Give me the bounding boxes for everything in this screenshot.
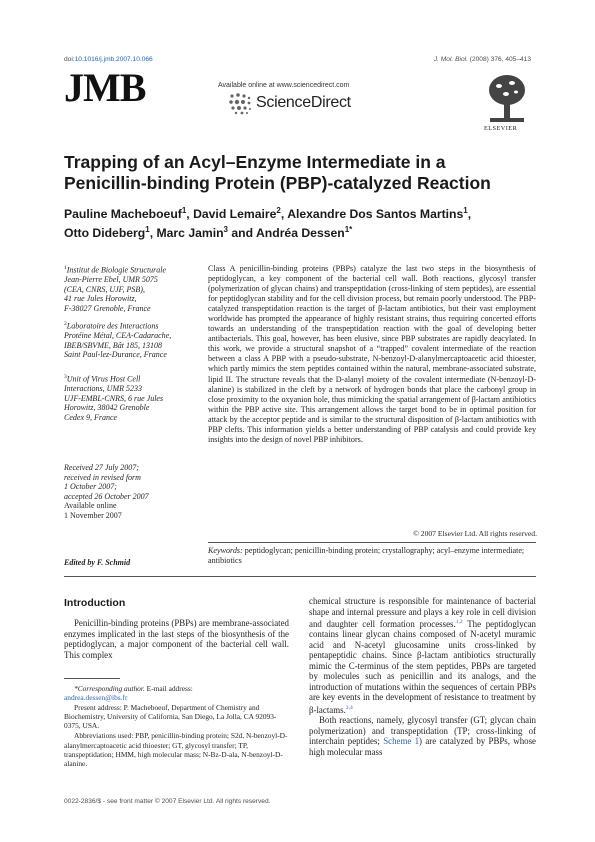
author-name: Alexandre Dos Santos Martins — [287, 207, 464, 222]
author-separator: , — [280, 207, 288, 222]
article-history — [64, 463, 200, 521]
jmb-logo: JMB — [64, 65, 146, 110]
author-affiliation-marker: 1* — [344, 225, 353, 235]
affiliation-line: Laboratoire des Interactions — [66, 321, 159, 331]
author-affiliation-marker: 3 — [223, 225, 228, 235]
available-online-date: 1 November 2007 — [64, 510, 122, 520]
affiliation-line: Unit of Virus Host Cell — [66, 374, 141, 384]
author-separator: , — [186, 207, 194, 222]
affiliation-line: UJF-EMBL-CNRS, 6 rue Jules — [64, 393, 164, 403]
introduction-heading: Introduction — [64, 597, 126, 609]
introduction-right-text — [309, 596, 536, 757]
section-divider — [64, 576, 536, 577]
accepted-date: accepted 26 October 2007 — [64, 491, 149, 501]
article-title-line-1: Trapping of an Acyl–Enzyme Intermediate in a — [64, 152, 446, 172]
affiliation-line: Protéine Métal, CEA-Cadarache, — [64, 331, 172, 341]
journal-citation: (2008) 376, 405–413 — [469, 56, 531, 63]
citation-link[interactable]: 1,2 — [455, 619, 463, 625]
corresponding-author-footnote — [64, 684, 289, 702]
available-online-label: Available online — [64, 501, 117, 511]
affiliation-line: (CEA, CNRS, UJF, PSB), — [64, 284, 145, 294]
affiliation-marker: 1 — [64, 265, 67, 271]
journal-reference — [434, 56, 531, 63]
received-date: Received 27 July 2007; — [64, 463, 139, 472]
doi-line — [64, 56, 153, 63]
front-matter-line: 0022-2836/$ - see front matter © 2007 Elsevier Ltd. All rights reserved. — [64, 798, 271, 805]
keywords-list: peptidoglycan; penicillin-binding protein; crystallography; acyl–enzyme intermediate; antibiotics — [208, 546, 525, 565]
scheme-link[interactable]: Scheme 1 — [383, 736, 420, 747]
sciencedirect-logo — [228, 92, 398, 118]
affiliation-2 — [64, 320, 200, 360]
paragraph-text: chemical structure is responsible for maintenance of bacterial shape and internal pressure and plays a key role in cell division and daughter cell formation processes. — [309, 596, 536, 629]
affiliation-line: IBEB/SBVME, Bât 185, 13108 — [64, 340, 162, 350]
affiliation-marker: 2 — [64, 321, 67, 327]
author-affiliation-marker: 1 — [145, 225, 150, 235]
edited-by: Edited by F. Schmid — [64, 558, 131, 567]
affiliation-line: F-38027 Grenoble, France — [64, 304, 151, 314]
elsevier-wordmark: ELSEVIER — [484, 125, 518, 132]
abstract-divider — [208, 542, 536, 543]
affiliation-1 — [64, 264, 200, 314]
author-affiliation-marker: 1 — [463, 206, 468, 215]
available-online-text: Available online at www.sciencedirect.com — [218, 82, 350, 89]
author-affiliation-marker: 2 — [276, 206, 281, 215]
author-email-link[interactable]: andrea.dessen@ibs.fr — [64, 693, 128, 703]
author-name: Pauline Macheboeuf — [64, 207, 182, 222]
journal-name: J. Mol. Biol. — [433, 56, 468, 63]
elsevier-tree-icon — [484, 70, 530, 130]
abbreviations-footnote: Abbreviations used: PBP, penicillin-binding protein; S2d, N-benzoyl-D-alanylmercaptoacetic acid thioester; GT, glycosyl transfer; TP, transpeptidation; HMM, high molecular mass; N-Bz-D-ala, N-benzoyl-D-alanine. — [64, 731, 288, 768]
doi-link[interactable]: 10.1016/j.jmb.2007.10.066 — [74, 56, 153, 63]
author-line-2 — [64, 222, 534, 241]
paragraph-text: ) are catalyzed by PBPs, whose high molecular mass — [309, 736, 536, 757]
present-address-footnote: Present address: P. Macheboeuf, Department of Chemistry and Biochemistry, University of California, San Diego, La Jolla, CA 92093-0375, USA. — [64, 703, 277, 731]
revised-label: received in revised form — [64, 472, 141, 482]
author-separator: and — [228, 226, 256, 241]
intro-paragraph-1 — [309, 596, 536, 715]
copyright-notice: © 2007 Elsevier Ltd. All rights reserved. — [413, 529, 537, 538]
affiliation-line: Institut de Biologie Structurale — [66, 265, 167, 275]
abstract-text: Class A penicillin-binding proteins (PBPs) catalyze the last two steps in the biosynthesis of peptidoglycan, a key component of the bacterial cell wall. Both reactions, glycosyl transfer (polymerization of glycan chains) and transpeptidation (cross-linking of stem peptides), are essential for peptidoglycan stability and for the cell division process, but remain poorly understood. The PBP-catalyzed transpeptidation reaction is the target of β-lactam antibiotics, but their vast employment worldwide has prompted the appearance of highly resistant strains, thus requiring concerted efforts towards an understanding of the transpeptidation reaction with the goal of developing better antibacterials. This goal, however, has been elusive, since PBP substrates are rapidly deacylated. In this work, we provide a structural snapshot of a “trapped” covalent intermediate of the reaction between a class A PBP with a pseudo-substrate, N-benzoyl-D-alanylmercaptoacetic acid thioester, which partly mimics the stem peptides contained within the natural, membrane-associated substrate, lipid II. The structure reveals that the D-alanyl moiety of the covalent intermediate (N-benzoyl-D-alanine) is stabilized in the cleft by a network of hydrogen bonds that place the carbonyl group in close proximity to the oxyanion hole, thus mimicking the spatial arrangement of β-lactam antibiotics within the PBP active site. This arrangement allows the target bond to be in optimal position for attack by the acceptor peptide and is similar to the structural disposition of β-lactam antibiotics with PBP clefts. This information yields a better understanding of PBP catalysis and could provide key insights into the design of novel PBP inhibitors. — [208, 264, 536, 444]
email-label: E-mail address: — [144, 684, 193, 693]
intro-paragraph-2 — [309, 715, 536, 757]
revised-date: 1 October 2007; — [64, 482, 117, 492]
doi-prefix: doi: — [64, 56, 75, 63]
sciencedirect-dots-icon — [228, 92, 254, 116]
affiliation-line: Cedex 9, France — [64, 413, 118, 423]
footnote-divider — [64, 678, 120, 679]
sciencedirect-wordmark: ScienceDirect — [256, 94, 351, 111]
author-affiliation-marker: 1 — [181, 206, 187, 215]
author-name: David Lemaire — [193, 207, 277, 222]
affiliation-line: Jean-Pierre Ebel, UMR 5075 — [64, 275, 158, 285]
article-title — [64, 152, 534, 194]
paragraph-text: The peptidoglycan contains linear glycan chains composed of N-acetyl muramic acid and N-acetyl glucosamine units cross-linked by pentapeptidic chains. Since β-lactam antibiotics structurally mimic the C-terminus of the stem peptides, PBPs are targeted by molecules such as penicillin and its analogs, and the introduction of mutations within the sequences of certain PBPs are key events in the development of resistance to treatment by β-lactams. — [309, 618, 536, 715]
author-list — [64, 203, 534, 241]
affiliation-line: 41 rue Jules Horowitz, — [64, 294, 137, 304]
affiliation-line: Interactions, UMR 5233 — [64, 384, 142, 394]
author-separator: , — [467, 207, 472, 222]
affiliation-line: Horowitz, 38042 Grenoble — [64, 403, 150, 413]
affiliation-marker: 3 — [64, 374, 67, 380]
affiliation-line: Saint Paul-lez-Durance, France — [64, 350, 167, 360]
citation-link[interactable]: 3,4 — [345, 704, 353, 711]
author-name: Otto Dideberg — [64, 226, 146, 241]
author-line-1 — [64, 203, 534, 222]
paragraph-text: Both reactions, namely, glycosyl transfer (GT; glycan chain polymerization) and transpeptidation (TP; cross-linking of interchain peptides; — [309, 715, 536, 747]
author-separator: , — [149, 226, 157, 241]
corresponding-author-label: *Corresponding author. — [74, 684, 145, 693]
footnotes — [64, 684, 289, 769]
keywords-label: Keywords: — [208, 546, 243, 555]
affiliation-3 — [64, 373, 200, 423]
article-title-line-2: Penicillin-binding Protein (PBP)-catalyzed Reaction — [64, 173, 491, 193]
introduction-left-text: Penicillin-binding proteins (PBPs) are membrane-associated enzymes implicated in the last steps of the biosynthesis of the peptidoglycan, a major component of the bacterial cell wall. This complex — [64, 618, 289, 660]
author-name: Marc Jamin — [156, 226, 224, 241]
author-name: Andréa Dessen — [256, 226, 345, 241]
keywords — [208, 546, 536, 566]
